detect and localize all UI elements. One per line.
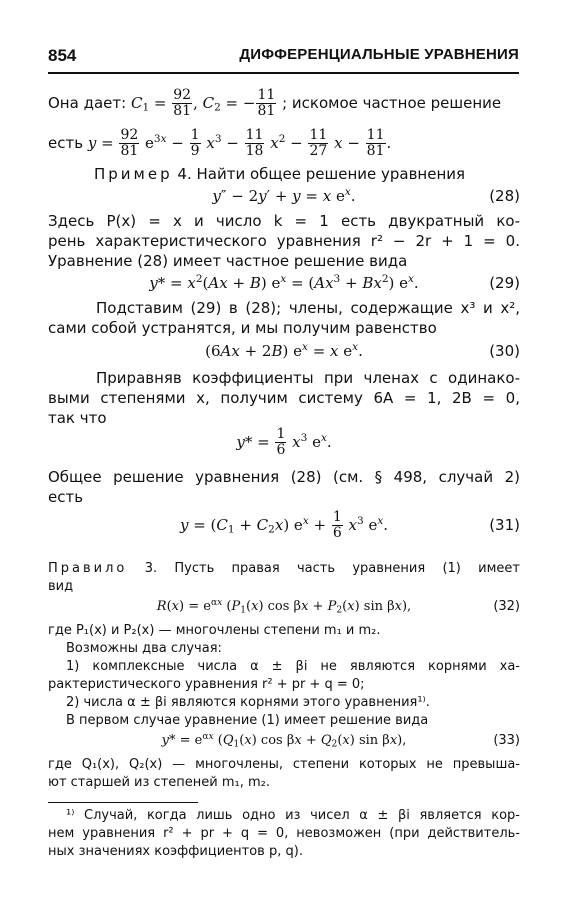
rule-label: Правило xyxy=(48,561,128,576)
page-number: 854 xyxy=(48,46,77,65)
rule-3-line2: вид xyxy=(48,579,74,594)
rule-text: 3. Пусть правая часть уравнения (1) имеет xyxy=(144,561,520,576)
example-label: Пример xyxy=(94,165,173,183)
para2-line1: Подставим (29) в (28); члены, содержащие x³ и x², xyxy=(96,299,520,317)
line1-prefix: Она дает: xyxy=(48,94,127,112)
line1-suffix: ; искомое частное решение xyxy=(282,94,502,112)
running-title: ДИФФЕРЕНЦИАЛЬНЫЕ УРАВНЕНИЯ xyxy=(239,46,519,63)
equation-number-31: (31) xyxy=(489,516,520,534)
running-header xyxy=(48,46,519,74)
equation-ystar: y* = $\frac{1}{6}$ $x^3$ $e^x$. xyxy=(236,426,332,458)
equation-number-29: (29) xyxy=(489,274,520,292)
fraction-1-6-eq31: $\frac{1}{6}$ xyxy=(332,509,342,541)
para1-line2: рень характеристического уравнения r² − 2r + 1 = 0. xyxy=(48,232,520,250)
para1-line1: Здесь P(x) = x и число k = 1 есть двукратный ко- xyxy=(48,212,520,230)
rule-text-line3: 1) комплексные числа α ± βi не являются корнями ха- xyxy=(66,659,520,674)
fraction-c1: $\frac{92}{81}$ xyxy=(173,87,192,119)
equation-number-28: (28) xyxy=(489,187,520,205)
rule-text-line8: ют старшей из степеней m₁, m₂. xyxy=(48,775,270,790)
equation-28: y″ − 2y′ + y = x $e^x$. (28) xyxy=(212,186,520,205)
fraction-11-27: $\frac{11}{27}$ xyxy=(309,127,328,159)
text-line-2: есть y = $\frac{92}{81}$ $e^{3x}$ − $\frac{1}{9}$ $x^3$ − $\frac{11}{18}$ $x^2$ − $\frac{11}{27}$ x − $\frac{11}{81}$ . xyxy=(48,127,392,159)
equation-29: $y* = x^2(Ax + B) e^x = (Ax^3 + Bx^2)$ $e^x$. (29) xyxy=(149,273,520,292)
rule-text-line2: Возможны два случая: xyxy=(66,641,222,656)
rule-text-line1: где P₁(x) и P₂(x) — многочлены степени m₁ и m₂. xyxy=(48,623,381,638)
para2-line2: сами собой устранятся, и мы получим равенство xyxy=(48,319,437,337)
para4-line1: Общее решение уравнения (28) (см. § 498, случай 2) xyxy=(48,468,520,486)
example-text: 4. Найти общее решение уравнения xyxy=(177,165,466,183)
footnote-line2: нем уравнения r² + pr + q = 0, невозможен (при действитель- xyxy=(48,826,520,841)
equation-32: $R(x) = e^{\alpha x}$ ($P_1(x)$ $\cos \beta x + P_2(x)$ sin βx), (32) xyxy=(156,598,520,616)
equation-30: (6Ax + 2B) $e^x = x$ $e^x$. (30) xyxy=(205,341,520,360)
fraction-c2: $\frac{11}{81}$ xyxy=(257,87,276,119)
fraction-1-6: $\frac{1}{6}$ xyxy=(276,426,286,458)
equation-number-30: (30) xyxy=(489,342,520,360)
para1-line3: Уравнение (28) имеет частное решение вида xyxy=(48,252,408,270)
rule-3-line1 xyxy=(48,560,520,578)
footnote-line1: ¹⁾ Случай, когда лишь одно из чисел α ± βi является кор- xyxy=(66,808,520,823)
equation-number-33: (33) xyxy=(493,733,520,748)
equation-number-32: (32) xyxy=(493,599,520,614)
rule-text-line6: В первом случае уравнение (1) имеет решение вида xyxy=(66,713,429,728)
fraction-92-81: $\frac{92}{81}$ xyxy=(120,127,139,159)
rule-text-line4: рактеристического уравнения r² + pr + q = 0; xyxy=(48,677,365,692)
para3-line3: так что xyxy=(48,409,107,427)
text-line-1: Она дает: $C_1$ = $\frac{92}{81}$ , $C_2$ = − $\frac{11}{81}$ ; искомое частное решение xyxy=(48,87,502,119)
para3-line2: выми степенями x, получим систему 6A = 1, 2B = 0, xyxy=(48,389,520,407)
fraction-11-81: $\frac{11}{81}$ xyxy=(366,127,385,159)
equation-31: $y = (C_1 + C_2x) e^x$ + $\frac{1}{6}$ $x^3$ $e^x$. (31) xyxy=(179,509,520,541)
footnote-line3: ных значениях коэффициентов p, q). xyxy=(48,844,303,859)
footnote-divider xyxy=(48,802,198,803)
fraction-11-18: $\frac{11}{18}$ xyxy=(245,127,264,159)
para3-line1: Приравняв коэффициенты при членах с одинако- xyxy=(96,369,520,387)
rule-text-line5: 2) числа α ± βi являются корнями этого уравнения¹⁾. xyxy=(66,695,430,710)
line2-prefix: есть xyxy=(48,134,84,152)
example-4-heading xyxy=(48,164,520,184)
fraction-1-9: $\frac{1}{9}$ xyxy=(190,127,200,159)
para4-line2: есть xyxy=(48,488,84,506)
rule-text-line7: где Q₁(x), Q₂(x) — многочлены, степени которых не превыша- xyxy=(48,757,520,772)
equation-33: $y* = e^{\alpha x}$ ($Q_1(x)$ $\cos \beta x + Q_2(x)$ sin βx), (33) xyxy=(161,732,520,750)
